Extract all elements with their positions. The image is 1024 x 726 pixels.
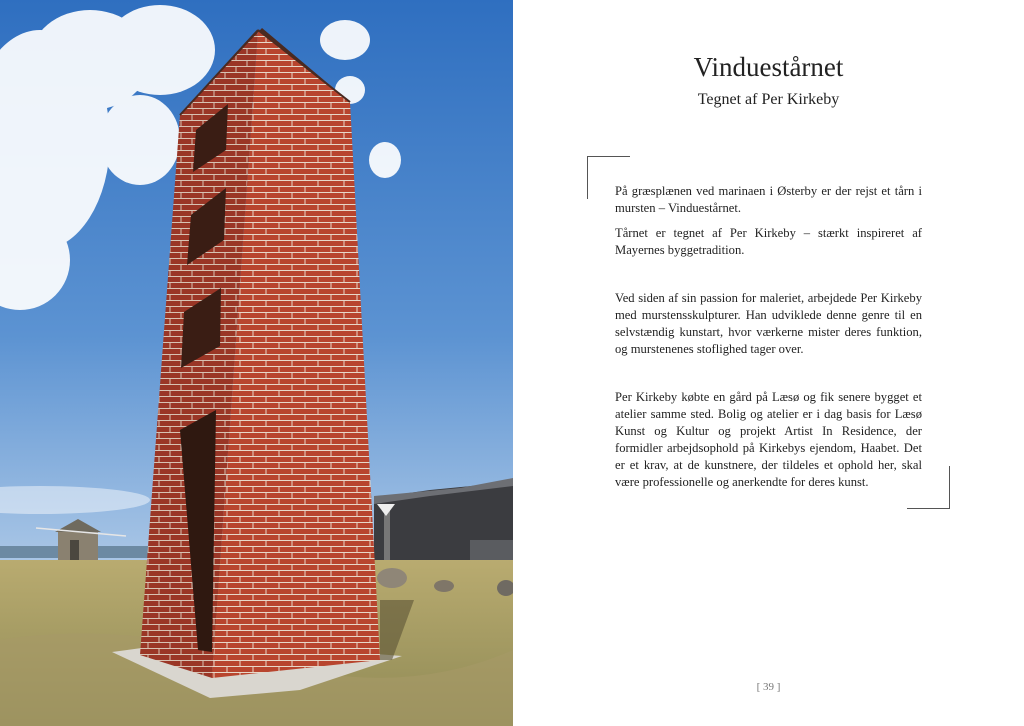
text-page <box>513 0 1024 726</box>
page-title: Vinduestårnet <box>693 52 844 82</box>
page-number: [ 39 ] <box>756 681 781 693</box>
page-subtitle: Tegnet af Per Kirkeby <box>697 91 840 108</box>
paragraph-1: På græsplænen ved marinaen i Østerby er der rejst et tårn i mursten – Vinduestårnet. <box>615 184 922 215</box>
corner-bracket-bottom-right <box>907 466 950 509</box>
paragraph-3: Ved siden af sin passion for maleriet, arbejdede Per Kirkeby med murstensskulpturer. Han udviklede denne genre til en selvstændig kunstart, hvor værkerne mister deres funktion, og murstenenes stoflighed tager over. <box>615 291 922 356</box>
paragraph-2: Tårnet er tegnet af Per Kirkeby – stærkt inspireret af Mayernes byggetradition. <box>615 226 922 257</box>
paragraph-4: Per Kirkeby købte en gård på Læsø og fik senere bygget et atelier samme sted. Bolig og atelier er i dag basis for Læsø Kunst og Kultur og projekt Artist In Residence, der formidler arbejdsophold på Kirkebys ejendom, Haabet. Det er et krav, at de kunstnere, der tildeles et ophold her, skal være professionelle og anerkendte for deres kunst. <box>615 390 922 489</box>
